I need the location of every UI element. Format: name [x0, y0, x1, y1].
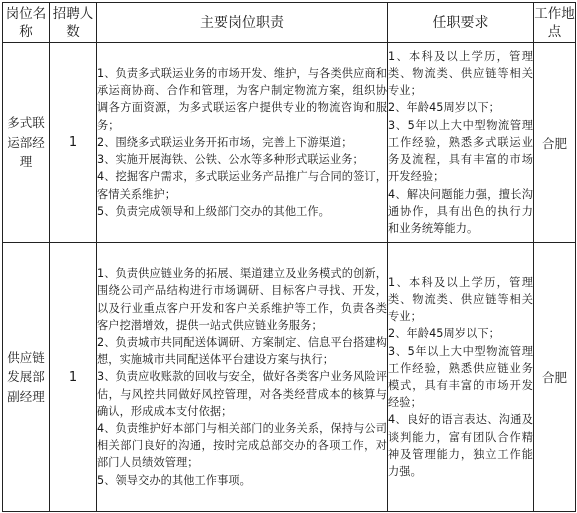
- duty-item: 2、负责城市共同配送体调研、方案制定、信息平台搭建构想，实施城市共同配送体平台建设方案与执行；: [97, 335, 387, 367]
- position-name: 多式联运部经理: [3, 43, 50, 243]
- work-location: 合肥: [534, 43, 576, 243]
- requirement-item: 2、年龄45周岁以下；: [388, 327, 500, 341]
- duties-cell: [97, 43, 388, 243]
- headcount: 1: [50, 43, 97, 243]
- table-row: [3, 243, 576, 512]
- requirement-item: 4、良好的语言表达、沟通及谈判能力，富有团队合作精神及管理能力，独立工作能力强。: [388, 413, 533, 479]
- duty-item: 5、负责完成领导和上级部门交办的其他工作。: [97, 204, 330, 218]
- table-row: [3, 43, 576, 243]
- header-position: 岗位名称: [3, 3, 50, 43]
- requirements-cell: [388, 43, 534, 243]
- duty-item: 5、领导交办的其他工作事项。: [97, 473, 251, 487]
- requirement-item: 1、本科及以上学历，管理类、物流类、供应链等相关专业；: [388, 49, 533, 98]
- position-name: 供应链发展部副经理: [3, 243, 50, 512]
- header-headcount: 招聘人数: [50, 3, 97, 43]
- requirement-item: 2、年龄45周岁以下；: [388, 101, 500, 115]
- header-duties: 主要岗位职责: [97, 3, 388, 43]
- header-row: [3, 3, 576, 43]
- requirement-item: 3、5年以上大中型物流管理工作经验，熟悉供应链业务模式，具有丰富的市场开发经验；: [388, 344, 533, 410]
- duty-item: 3、实施开展海铁、公铁、公水等多种形式联运业务；: [97, 153, 364, 167]
- duties-cell: [97, 243, 388, 512]
- duty-item: 4、负责维护好本部门与相关部门的业务关系，保持与公司相关部门良好的沟通，按时完成总部交办的各项工作，对部门人员绩效管理；: [97, 422, 387, 470]
- duty-item: 4、挖掘客户需求，多式联运业务产品推广与合同的签订，客情关系维护；: [97, 170, 387, 201]
- header-location: 工作地点: [534, 3, 576, 43]
- work-location: 合肥: [534, 243, 576, 512]
- duty-item: 2、围绕多式联运业务开拓市场，完善上下游渠道；: [97, 135, 353, 149]
- requirements-cell: [388, 243, 534, 512]
- job-table: [2, 2, 576, 512]
- headcount: 1: [50, 243, 97, 512]
- header-requirements: 任职要求: [388, 3, 534, 43]
- duty-item: 3、负责应收账款的回收与安全，做好各类客户业务风险评估，与风控共同做好风控管理，对各类经营成本的核算与确认，形成成本支付依据；: [97, 370, 387, 418]
- requirement-item: 3、5年以上大中型物流管理工作经验，熟悉多式联运业务及流程，具有丰富的市场开发经验；: [388, 118, 533, 184]
- requirement-item: 4、解决问题能力强，擅长沟通协作，具有出色的执行力和业务统筹能力。: [388, 187, 533, 235]
- duty-item: 1、负责多式联运业务的市场开发、维护，与各类供应商和承运商协商、合作和管理，为客户制定物流方案，组织协调各方面资源，为多式联运客户提供专业的物流咨询和服务；: [97, 67, 387, 132]
- duty-item: 1、负责供应链业务的拓展、渠道建立及业务模式的创新，围绕公司产品结构进行市场调研、目标客户寻找、开发，以及行业重点客户开发和客户关系维护等工作，负责各类客户挖潜增效，提供一站式供应链业务服务；: [97, 267, 387, 332]
- requirement-item: 1、本科及以上学历，管理类、物流类、供应链等相关专业；: [388, 275, 533, 324]
